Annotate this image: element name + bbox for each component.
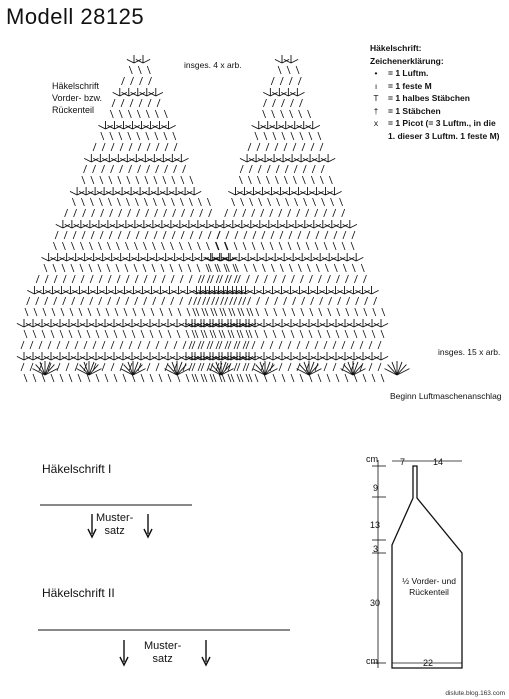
- chain-stitch-symbol: •: [374, 68, 378, 78]
- legend-text: = 1 Luftm.: [388, 68, 429, 78]
- double-crochet-symbol: †: [373, 105, 379, 116]
- side-label-line: Häkelschrift: [52, 81, 100, 91]
- dim-top-right: 14: [433, 457, 444, 467]
- page-title: Modell 28125: [6, 4, 145, 29]
- repeat-line: Muster-: [96, 512, 134, 524]
- picot-symbol: x: [373, 118, 379, 128]
- legend-title: Häkelschrift:: [370, 43, 422, 53]
- repeat-line: satz: [104, 525, 125, 537]
- dim-h1: 9: [373, 483, 379, 493]
- side-label-line: Vorder- bzw.: [52, 93, 103, 103]
- legend-text: 1. dieser 3 Luftm. 1 feste M): [388, 130, 500, 141]
- dim-bottom: 22: [423, 658, 434, 668]
- half-double-symbol: T: [373, 93, 379, 103]
- side-label-line: Rückenteil: [52, 105, 95, 115]
- repeat-bottom-note: insges. 15 x arb.: [438, 347, 501, 357]
- unit-label-bottom: cm: [366, 656, 378, 666]
- schematic-label: [396, 576, 462, 598]
- dim-h4: 30: [370, 598, 381, 608]
- dim-top-left: 7: [400, 457, 406, 467]
- legend-text: = 1 Stäbchen: [388, 105, 441, 116]
- repeat-line: satz: [152, 653, 173, 665]
- watermark: dislute.blog.163.com: [445, 690, 505, 697]
- dim-h2: 13: [370, 520, 381, 530]
- single-crochet-symbol: ı: [374, 80, 378, 91]
- legend-text: = 1 Picot (= 3 Luftm., in die: [388, 118, 496, 128]
- schematic-label-line: Rückenteil: [409, 587, 449, 597]
- repeat-line: Muster-: [144, 640, 182, 652]
- unit-label-top: cm: [366, 454, 378, 464]
- legend-text: = 1 feste M: [388, 80, 432, 91]
- legend-text: = 1 halbes Stäbchen: [388, 93, 470, 103]
- dim-h3: 3: [373, 544, 379, 554]
- chart-1-title: Häkelschrift I: [42, 462, 112, 476]
- start-note: Beginn Luftmaschenanschlag: [390, 391, 502, 401]
- legend-subtitle: Zeichenerklärung:: [370, 55, 444, 66]
- schematic-label-line: ½ Vorder- und: [402, 576, 456, 586]
- chart-2-title: Häkelschrift II: [42, 586, 115, 600]
- schematic-outline: [392, 466, 462, 668]
- repeat-top-note: insges. 4 x arb.: [184, 60, 242, 70]
